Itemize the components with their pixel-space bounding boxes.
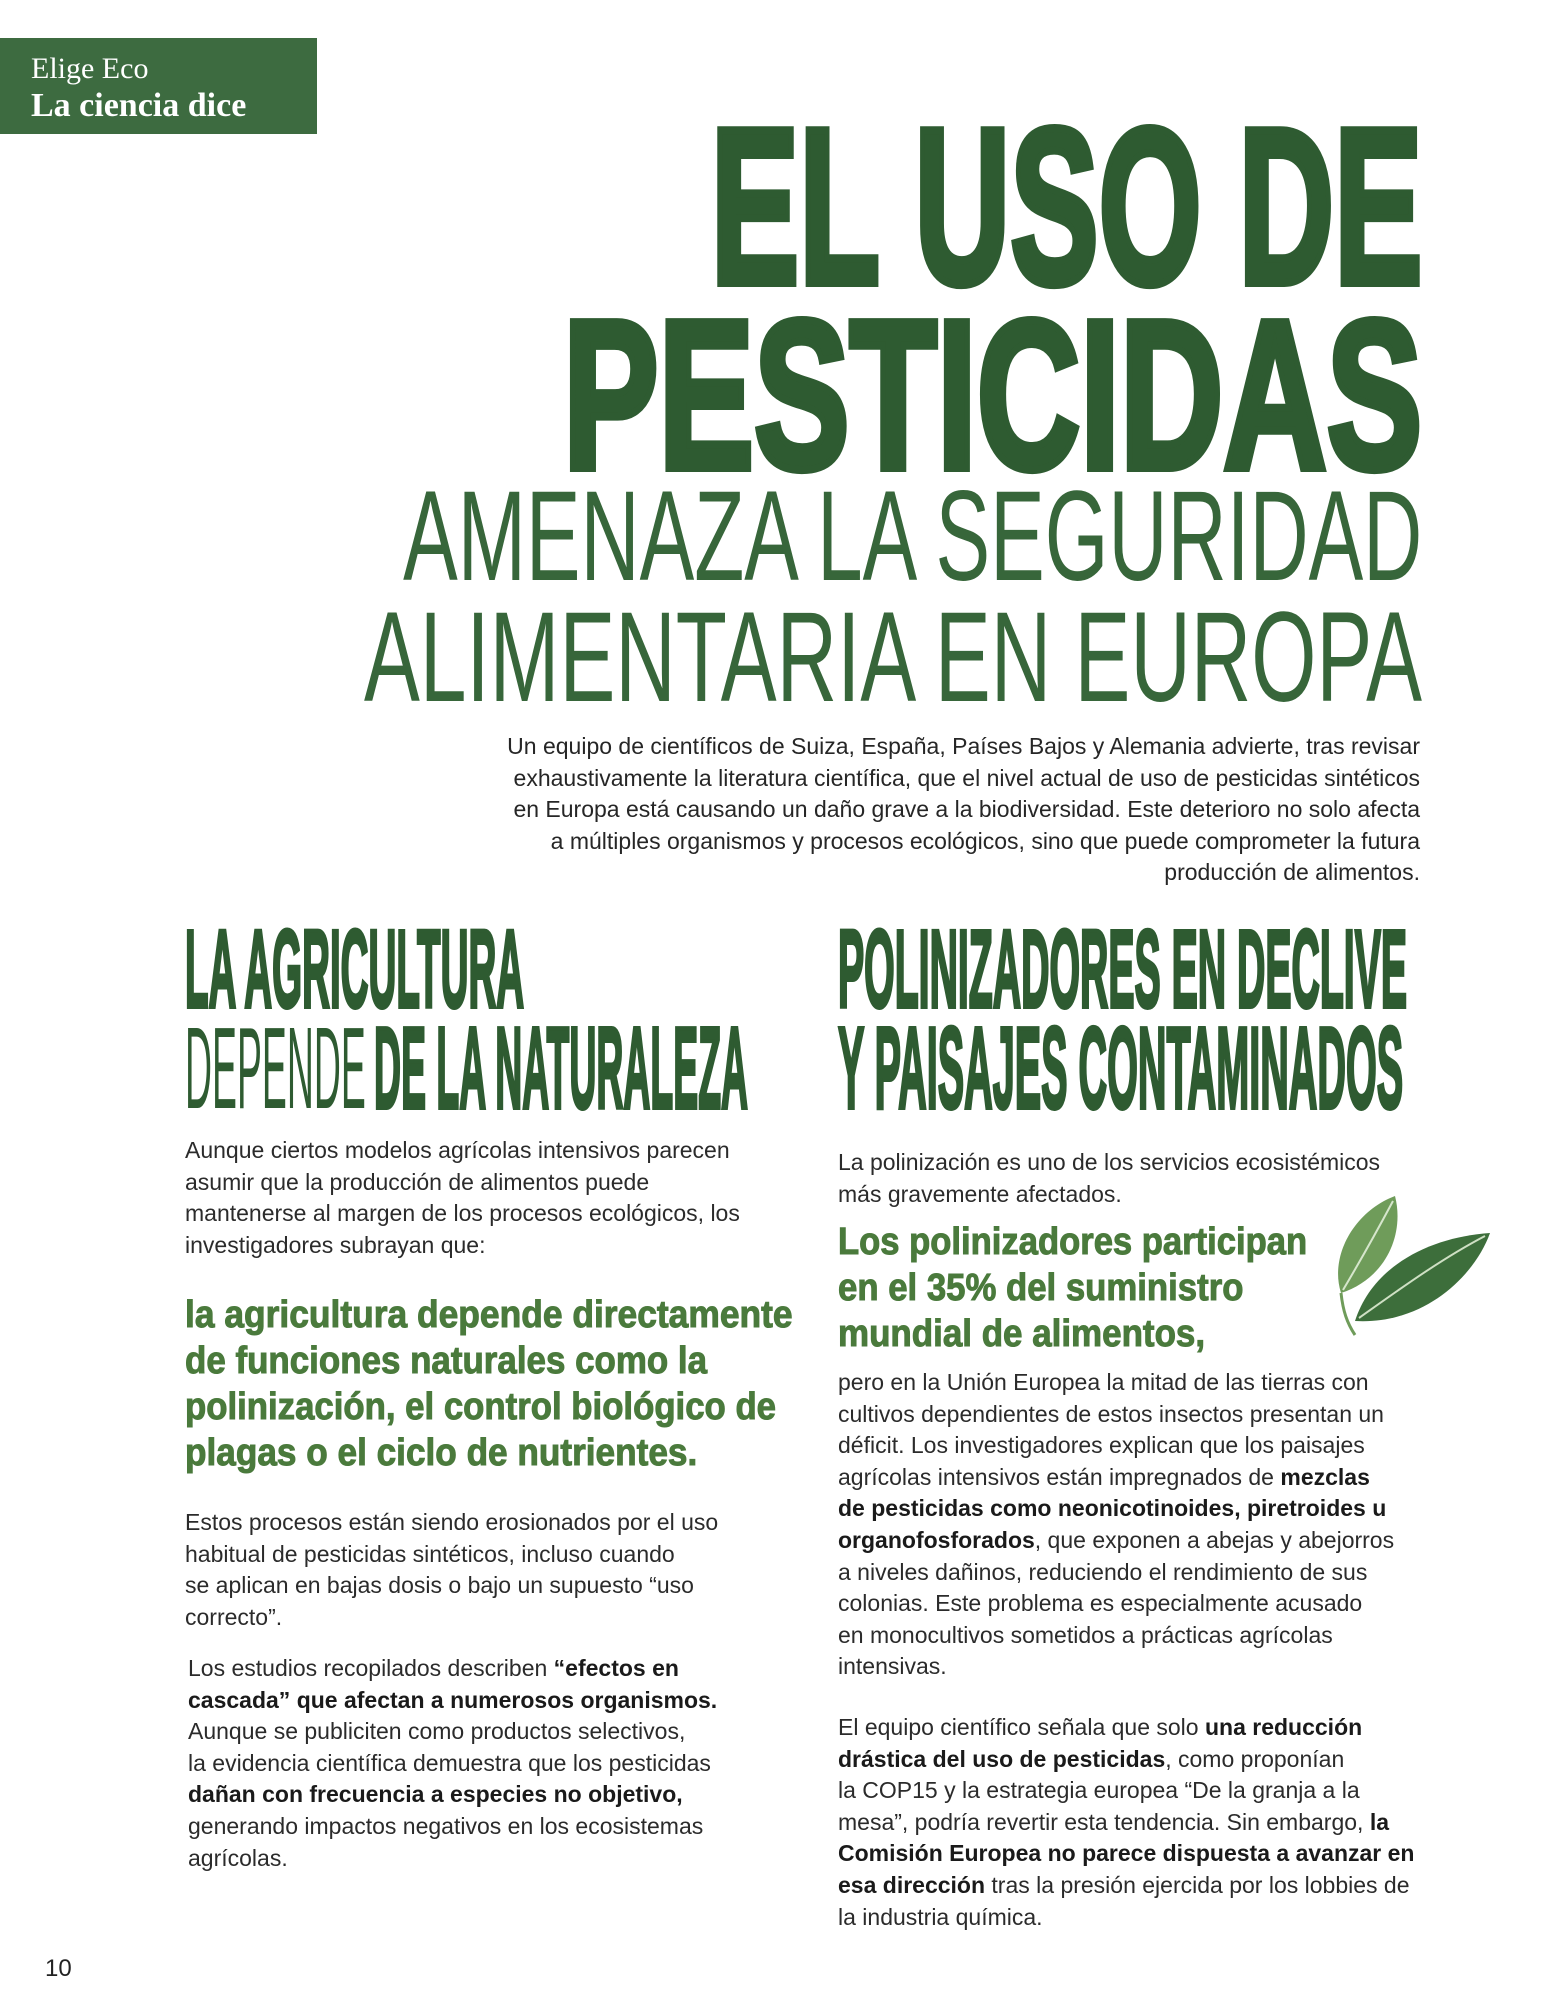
headline-line-1: EL USO DE [710,83,1422,331]
text-line [838,1430,1394,1462]
text-line [188,1748,717,1780]
bold-segment: “efectos en [553,1655,679,1681]
intro-line: producción de alimentos. [1164,859,1420,886]
text-line [838,1712,1414,1744]
page-number: 10 [45,1955,72,1982]
text-segment: Aunque se publiciten como productos selectivos, [188,1718,686,1745]
text-line [188,1811,717,1843]
section-tag [0,38,317,134]
right-paragraph-3 [838,1712,1414,1933]
section-kicker: Elige Eco [31,52,149,85]
text-line [838,1651,1394,1683]
text-segment: generando impactos negativos en los ecosistemas [188,1812,704,1839]
text-line [188,1716,717,1748]
text-line [838,1399,1394,1431]
text-line: más gravemente afectados. [838,1180,1122,1207]
text-segment: agrícolas intensivos están impregnados de [838,1463,1281,1490]
subheadline-line-2: ALIMENTARIA EN EUROPA [364,586,1422,729]
text-segment: la evidencia científica demuestra que los pesticidas [188,1749,711,1776]
left-paragraph-2 [185,1507,718,1633]
right-pull-quote [838,1219,1353,1357]
quote-line: polinización, el control biológico de [185,1386,777,1428]
text-line [188,1653,717,1685]
bold-segment: dañan con frecuencia a especies no objetivo, [188,1781,683,1808]
intro-line: en Europa está causando un daño grave a la biodiversidad. Este deterioro no solo afecta [513,796,1420,823]
left-pull-quote [185,1292,838,1476]
leaves-icon [1333,1193,1493,1341]
text-segment: cultivos dependientes de estos insectos presentan un [838,1400,1384,1427]
text-line [838,1620,1394,1652]
text-line: La polinización es uno de los servicios ecosistémicos [838,1149,1381,1175]
quote-line: la agricultura depende directamente [185,1294,793,1336]
text-line [838,1807,1414,1839]
text-line: correcto”. [185,1603,283,1630]
text-line: investigadores subrayan que: [185,1231,486,1258]
text-line [188,1843,717,1875]
text-line [838,1557,1394,1589]
text-segment: la COP15 y la estrategia europea “De la granja a la [838,1777,1360,1804]
text-line [838,1838,1414,1870]
left-heading-light-word: DEPENDE [185,1003,366,1133]
text-segment: , que exponen a abejas y abejorros [1034,1526,1395,1553]
text-line [188,1685,717,1717]
bold-segment: esa dirección [838,1871,986,1898]
headline-line-2: PESTICIDAS [562,276,1422,513]
text-segment: intensivas. [838,1653,947,1680]
text-segment: pero en la Unión Europea la mitad de las tierras con [838,1369,1369,1395]
intro-paragraph [507,731,1420,889]
left-paragraph-3 [188,1653,717,1874]
text-segment: El equipo científico señala que solo [838,1714,1205,1740]
text-line: asumir que la producción de alimentos puede [185,1168,650,1195]
text-line [838,1870,1414,1902]
text-line [838,1367,1394,1399]
bold-segment: cascada” que afectan a numerosos organismos. [188,1686,718,1713]
bold-segment: de pesticidas como neonicotinoides, piretroides u [838,1495,1387,1522]
left-paragraph-1 [185,1135,740,1261]
text-segment: a niveles dañinos, reduciendo el rendimiento de sus [838,1558,1368,1585]
subheadline-line-1: AMENAZA LA SEGURIDAD [402,465,1422,608]
text-line [838,1744,1414,1776]
text-segment: la industria química. [838,1903,1043,1930]
text-segment: en monocultivos sometidos a prácticas agrícolas [838,1621,1333,1648]
right-paragraph-2 [838,1367,1394,1683]
quote-line: Los polinizadores participan [838,1221,1308,1263]
text-line: Aunque ciertos modelos agrícolas intensivos parecen [185,1137,730,1163]
text-line [838,1493,1394,1525]
right-paragraph-1 [838,1147,1380,1210]
bold-segment: una reducción [1204,1714,1363,1740]
left-heading-line-1: LA AGRICULTURA [185,908,525,1031]
intro-line: a múltiples organismos y procesos ecológicos, sino que puede comprometer la futura [550,827,1420,854]
left-heading-line-2 [185,1003,749,1133]
text-line: Estos procesos están siendo erosionados por el uso [185,1509,719,1535]
text-line [838,1775,1414,1807]
bold-segment: la [1369,1808,1390,1835]
section-title: La ciencia dice [31,87,247,124]
right-heading-line-2: Y PAISAJES CONTAMINADOS [838,1003,1404,1133]
bold-segment: drástica del uso de pesticidas [838,1745,1166,1772]
left-heading-bold-words: DE LA NATURALEZA [374,1003,749,1133]
text-line [838,1588,1394,1620]
text-segment: déficit. Los investigadores explican que los paisajes [838,1432,1365,1459]
text-segment: mesa”, podría revertir esta tendencia. Sin embargo, [838,1808,1370,1835]
text-line [838,1902,1414,1934]
right-heading-line-1: POLINIZADORES EN DECLIVE [838,908,1408,1031]
text-line: se aplican en bajas dosis o bajo un supuesto “uso [185,1572,694,1599]
quote-line: plagas o el ciclo de nutrientes. [185,1432,698,1474]
text-line: habitual de pesticidas sintéticos, incluso cuando [185,1540,675,1567]
text-segment: colonias. Este problema es especialmente acusado [838,1590,1363,1617]
text-line [838,1525,1394,1557]
intro-line: Un equipo de científicos de Suiza, España, Países Bajos y Alemania advierte, tras revisar [507,733,1420,759]
quote-line: mundial de alimentos, [838,1313,1206,1355]
quote-line: en el 35% del suministro [838,1267,1244,1309]
text-line [188,1779,717,1811]
text-segment: agrícolas. [188,1844,288,1871]
text-line [838,1462,1394,1494]
text-line: mantenerse al margen de los procesos ecológicos, los [185,1200,740,1227]
text-segment: Los estudios recopilados describen [188,1655,554,1681]
bold-segment: mezclas [1280,1463,1370,1490]
text-segment: , como proponían [1165,1745,1345,1772]
quote-line: de funciones naturales como la [185,1340,708,1382]
bold-segment: organofosforados [838,1526,1035,1553]
intro-line: exhaustivamente la literatura científica, que el nivel actual de uso de pesticidas sintéticos [513,764,1420,791]
text-segment: tras la presión ejercida por los lobbies de [985,1871,1410,1898]
bold-segment: Comisión Europea no parece dispuesta a avanzar en [838,1840,1415,1867]
